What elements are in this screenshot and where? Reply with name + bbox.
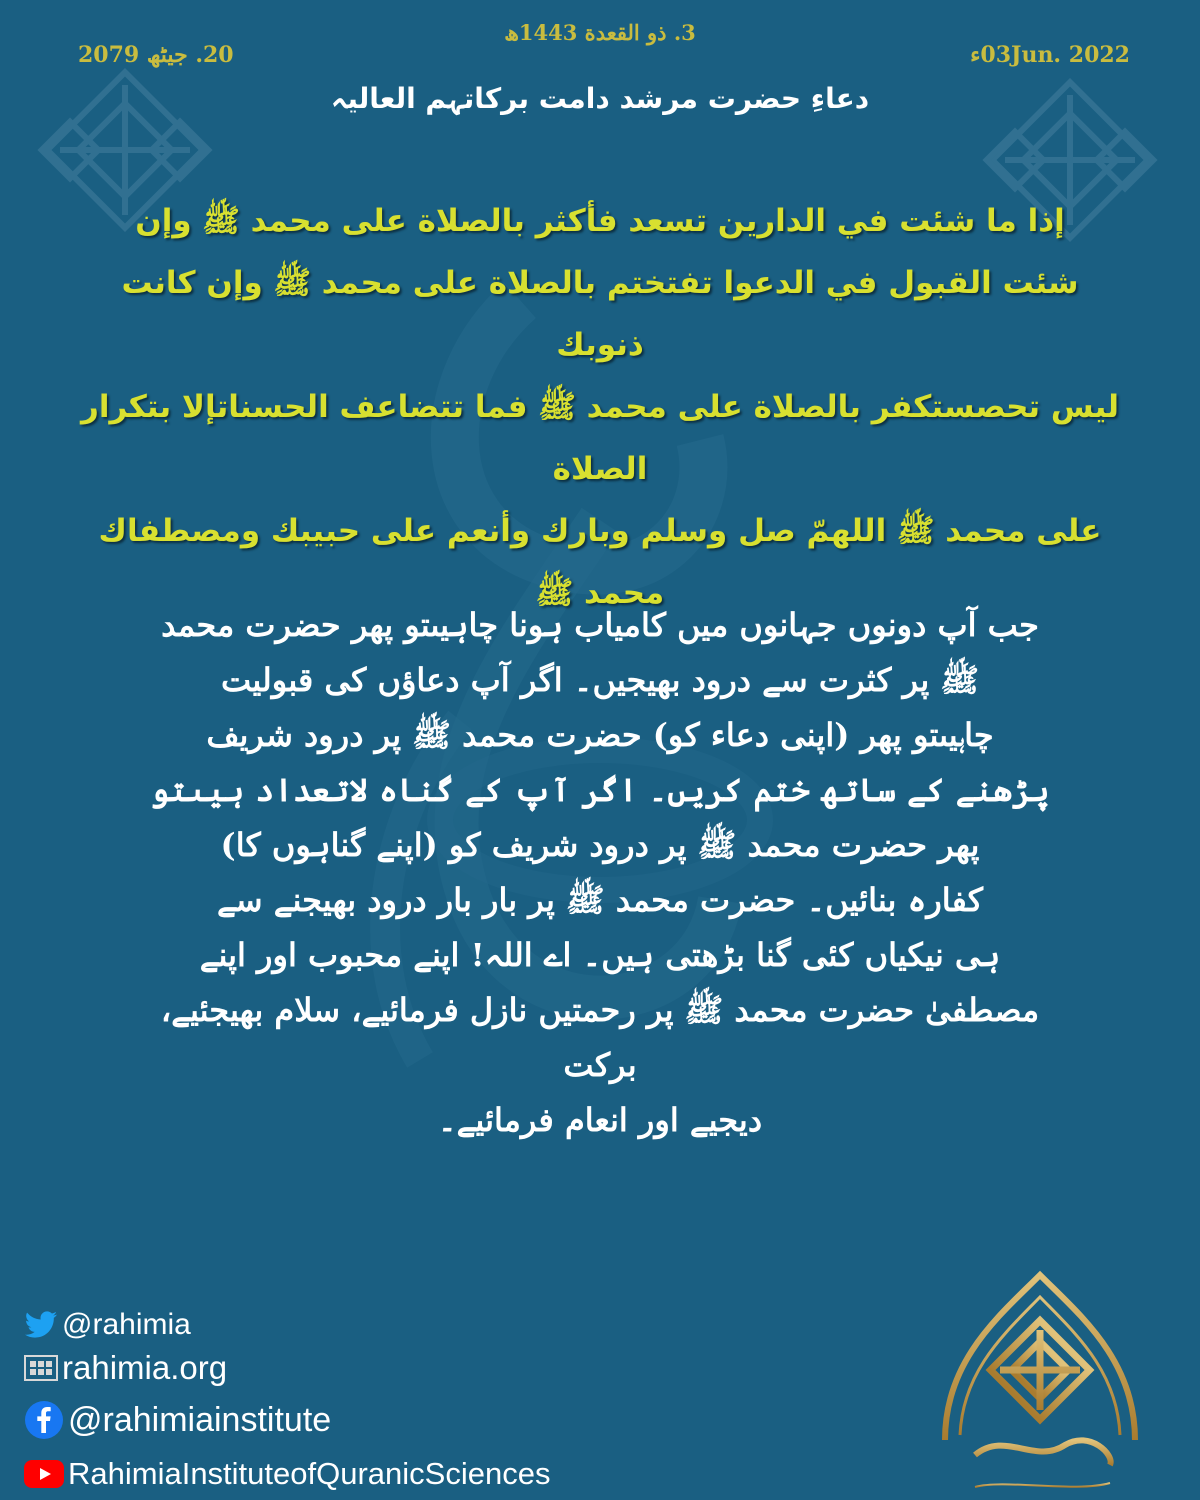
urdu-line: پڑھنے کے ساتھ ختم کریں۔ اگر آپ کے گناہ لاتعداد ہیںتو	[150, 771, 1050, 809]
website-icon	[24, 1355, 58, 1381]
urdu-line: کفارہ بنائیں۔ حضرت محمد ﷺ پر بار بار درود بھیجنے سے	[217, 881, 983, 919]
urdu-line: ﷺ پر کثرت سے درود بھیجیں۔ اگر آپ دعاؤں کی قبولیت	[220, 661, 980, 699]
youtube-channel: RahimiaInstituteofQuranicSciences	[68, 1456, 551, 1491]
urdu-line: چاہیںتو پھر (اپنی دعاء کو) حضرت محمد ﷺ پر درود شریف	[206, 716, 994, 754]
urdu-line: ہی نیکیاں کئی گنا بڑھتی ہیں۔ اے اللہ! اپنے محبوب اور اپنے	[199, 936, 1001, 974]
urdu-line: مصطفیٰ حضرت محمد ﷺ پر رحمتیں نازل فرمائیے، سلام بھیجئیے، برکت	[160, 991, 1040, 1084]
urdu-line: پھر حضرت محمد ﷺ پر درود شریف کو (اپنے گناہوں کا)	[220, 826, 980, 864]
date-hijri: 3. ذو القعدة 1443ھ	[504, 20, 696, 45]
twitter-icon	[24, 1311, 58, 1339]
date-gregorian: 03Jun. 2022ء	[970, 42, 1130, 68]
page-title: دعاءِ حضرت مرشد دامت برکاتہم العالیہ	[330, 82, 870, 115]
arabic-line: على محمد ﷺ اللهمّ صل وسلم وبارك وأنعم على حبيبك ومصطفاك	[98, 513, 1102, 549]
youtube-link[interactable]	[24, 1450, 550, 1498]
arabic-verse	[80, 190, 1120, 624]
arabic-line: إذا ما شئت في الدارين تسعد فأكثر بالصلاة على محمد ﷺ وإن	[135, 203, 1065, 239]
facebook-icon	[24, 1400, 64, 1440]
urdu-translation	[140, 598, 1060, 1148]
youtube-icon	[24, 1460, 64, 1488]
arabic-line: شئت القبول في الدعوا تفتختم بالصلاة على محمد ﷺ وإن كانت ذنوبك	[121, 265, 1079, 363]
facebook-link[interactable]	[24, 1392, 550, 1448]
website-url: rahimia.org	[62, 1349, 228, 1386]
website-link[interactable]	[24, 1346, 550, 1390]
social-links	[24, 1306, 550, 1500]
twitter-link[interactable]	[24, 1306, 550, 1344]
urdu-line: جب آپ دونوں جہانوں میں کامیاب ہونا چاہیںتو پھر حضرت محمد	[161, 606, 1039, 644]
facebook-handle: @rahimiainstitute	[68, 1400, 332, 1439]
twitter-handle: @rahimia	[62, 1308, 191, 1341]
rahimia-logo	[905, 1265, 1175, 1495]
date-bikrami: 20. جیٹھ 2079	[78, 42, 234, 68]
urdu-line: دیجیے اور انعام فرمائیے۔	[437, 1101, 763, 1139]
arabic-line: محمد ﷺ	[535, 575, 665, 611]
arabic-line: ليس تحصستكفر بالصلاة على محمد ﷺ فما تتضاعف الحسناتإلا بتكرار الصلاة	[81, 389, 1119, 487]
